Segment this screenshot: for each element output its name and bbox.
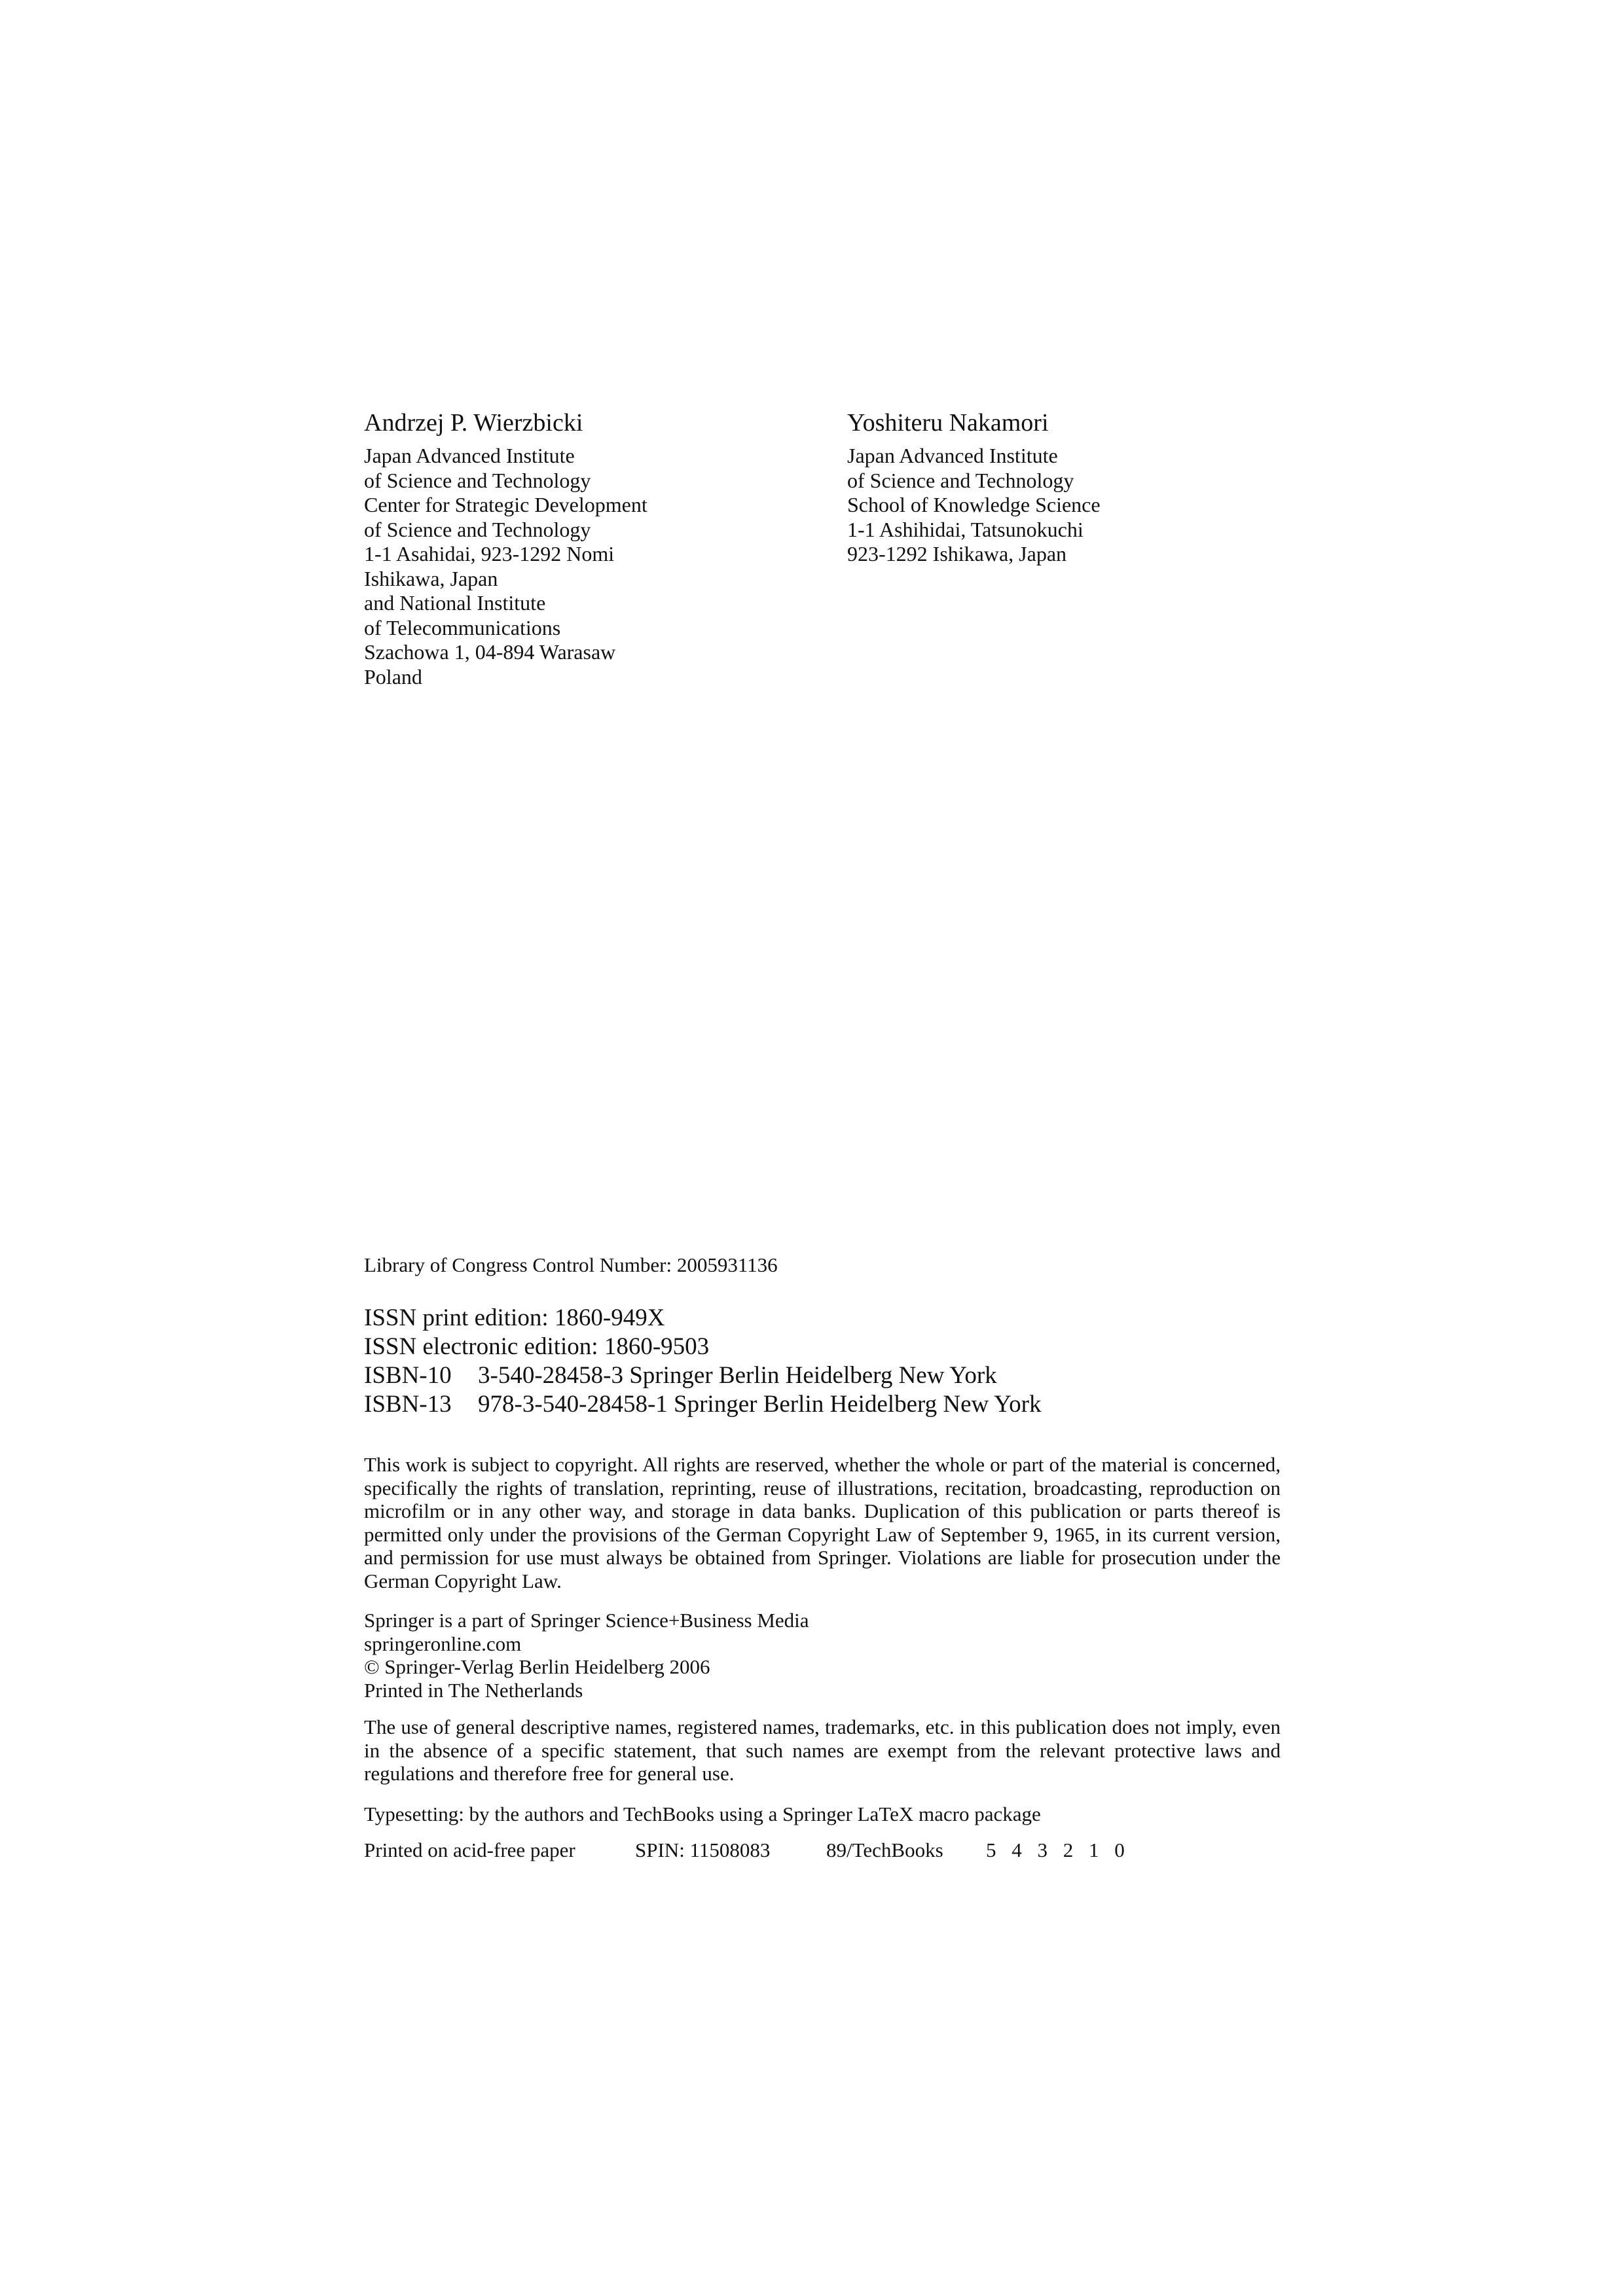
affiliation-line: Szachowa 1, 04-894 Warasaw: [364, 640, 616, 664]
typesetting-suffix: macro package: [913, 1803, 1041, 1825]
affiliation-line: Japan Advanced Institute: [364, 444, 575, 467]
isbn-value: 3-540-28458-3 Springer Berlin Heidelberg New York: [478, 1362, 997, 1389]
affiliation-line: of Science and Technology: [364, 468, 591, 492]
identifier-block: [364, 1304, 1041, 1419]
issn-print: ISSN print edition: 1860-949X: [364, 1304, 665, 1331]
publisher-line: Springer is a part of Springer Science+Business Media: [364, 1609, 809, 1632]
affiliation-line: of Science and Technology: [847, 468, 1074, 492]
isbn-value: 978-3-540-28458-1 Springer Berlin Heidelberg New York: [478, 1391, 1042, 1418]
copyright-line: © Springer-Verlag Berlin Heidelberg 2006: [364, 1655, 710, 1678]
isbn-label: ISBN-13: [364, 1391, 452, 1418]
issn-electronic: ISSN electronic edition: 1860-9503: [364, 1333, 710, 1360]
publisher-block: [364, 1609, 809, 1702]
printing-spin: SPIN: 11508083: [635, 1839, 771, 1861]
printing-number: 5 4 3 2 1 0: [986, 1839, 1130, 1861]
copyright-notice: This work is subject to copyright. All rights are reserved, whether the whole or part of the material is concerned, specifically the rights of translation, reprinting, reuse of illustrations, recitation, broadcasting, reproduction on microfilm or in any other way, and storage in data banks. Duplication of this publication or parts thereof is permitted only under the provisions of the German Copyright Law of September 9, 1965, in its current version, and permission for use must always be obtained from Springer. Violations are liable for prosecution under the German Copyright Law.: [364, 1453, 1281, 1592]
affiliation-line: Center for Strategic Development: [364, 493, 647, 516]
printing-code: 89/TechBooks: [826, 1839, 943, 1861]
author-name: Andrzej P. Wierzbicki: [364, 409, 583, 437]
affiliation-line: Poland: [364, 664, 422, 689]
affiliation-line: and National Institute: [364, 591, 546, 615]
author-block-nakamori: [847, 407, 1305, 567]
publisher-website: springeronline.com: [364, 1632, 522, 1655]
printing-paper: Printed on acid-free paper: [364, 1839, 575, 1861]
isbn-10-line: [364, 1361, 1041, 1390]
affiliation-line: 1-1 Asahidai, 923-1292 Nomi: [364, 542, 615, 565]
typesetting-line: [364, 1802, 1041, 1827]
trademark-notice: The use of general descriptive names, registered names, trademarks, etc. in this publication does not imply, even in the absence of a specific statement, that such names are exempt from the relevant protective laws and regulations and therefore free for general use.: [364, 1715, 1281, 1785]
latex-logo: LaTeX: [857, 1803, 914, 1825]
isbn-label: ISBN-10: [364, 1362, 452, 1389]
affiliation-line: Japan Advanced Institute: [847, 444, 1058, 467]
affiliation-line: 1-1 Ashihidai, Tatsunokuchi: [847, 517, 1084, 541]
affiliation-line: Ishikawa, Japan: [364, 566, 498, 590]
affiliation-line: 923-1292 Ishikawa, Japan: [847, 542, 1067, 565]
printing-line: [364, 1838, 1130, 1863]
typesetting-prefix: Typesetting: by the authors and TechBooks using a Springer: [364, 1803, 858, 1825]
isbn-13-line: [364, 1390, 1041, 1419]
affiliation-line: School of Knowledge Science: [847, 493, 1101, 516]
printed-in-line: Printed in The Netherlands: [364, 1678, 583, 1702]
affiliation-line: of Science and Technology: [364, 517, 591, 541]
author-block-wierzbicki: [364, 407, 822, 689]
author-name: Yoshiteru Nakamori: [847, 409, 1049, 437]
affiliation-line: of Telecommunications: [364, 615, 561, 639]
library-of-congress-number: Library of Congress Control Number: 2005931136: [364, 1253, 778, 1276]
